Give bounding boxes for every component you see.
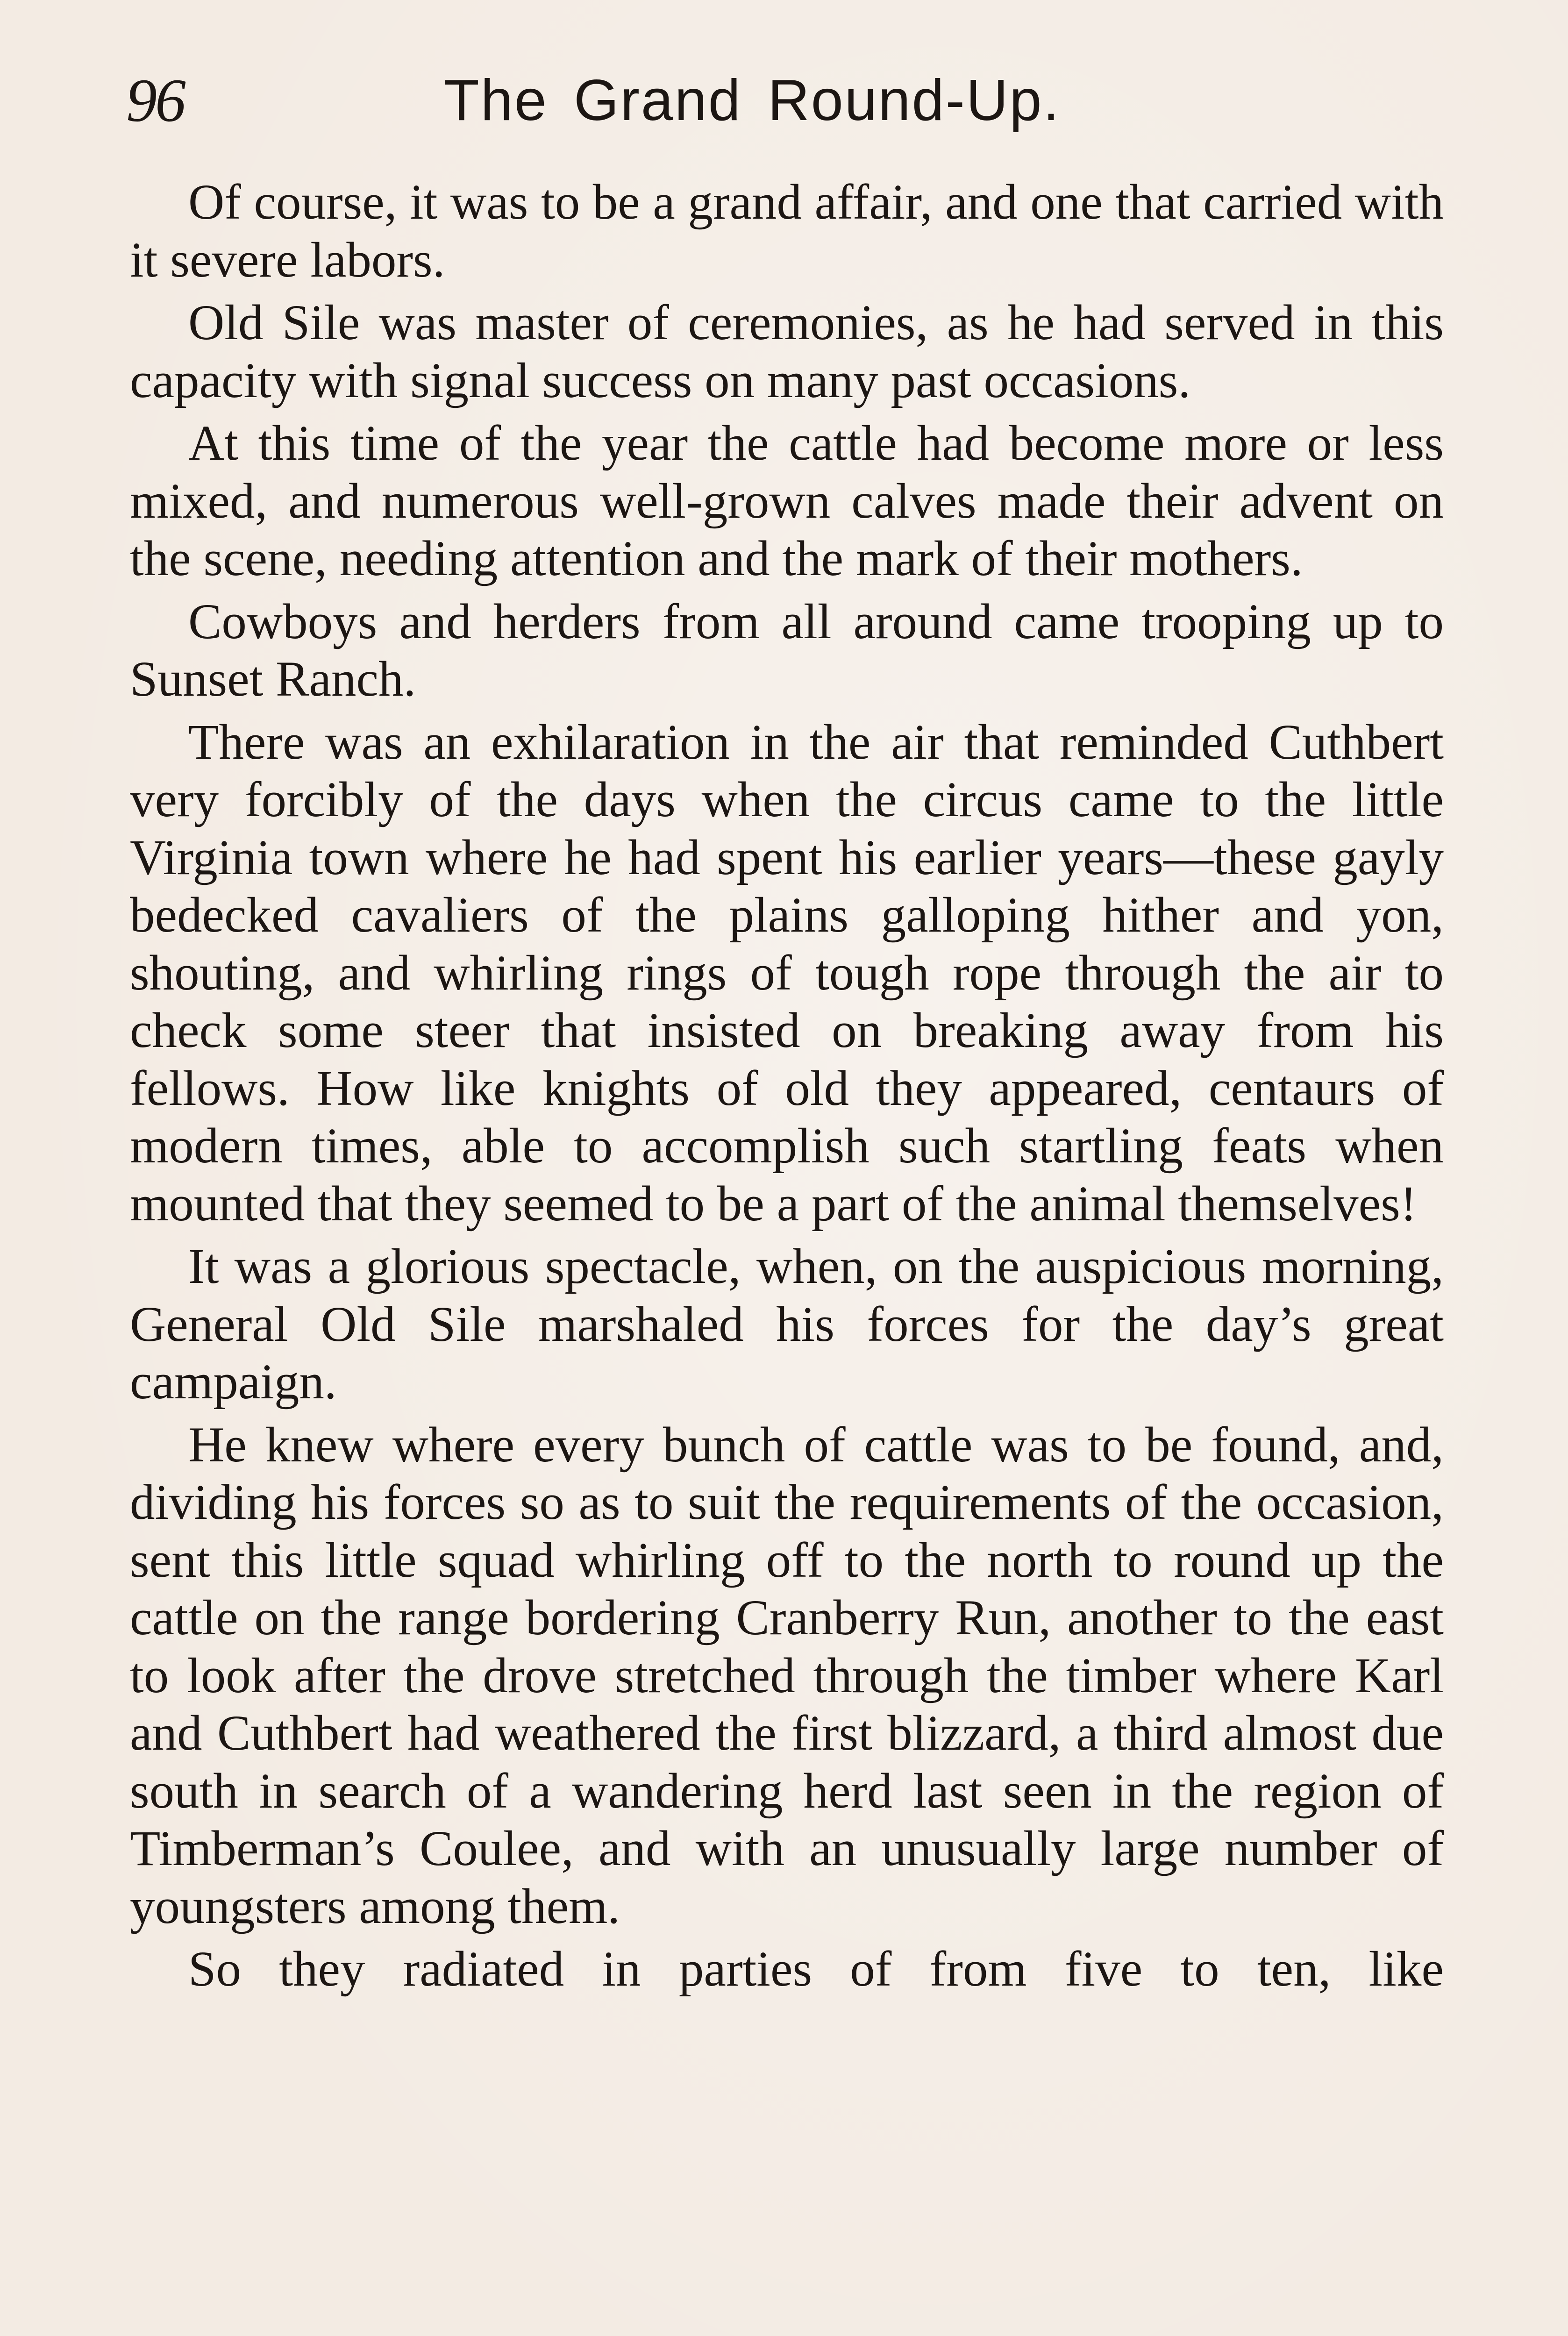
page-number: 96: [126, 66, 184, 135]
paragraph: It was a glorious spectacle, when, on the auspicious morning, General Old Sile marshaled his forces for the day’s great campaign.: [130, 1239, 1444, 1410]
paragraph: He knew where every bunch of cattle was to be found, and, dividing his forces so as to suit the requirements of the occasion, sent this little squad whirling off to the north to round up the cattle on the range bordering Cranberry Run, another to the east to look after the drove stretched through the timber where Karl and Cuthbert had weathered the first blizzard, a third almost due south in search of a wandering herd last seen in the region of Timberman’s Coulee, and with an unusually large number of youngsters among them.: [130, 1417, 1444, 1934]
paragraph: Cowboys and herders from all around came trooping up to Sunset Ranch.: [130, 594, 1444, 707]
paragraph: So they radiated in parties of from five to ten, like: [188, 1942, 1444, 1997]
page-header: [126, 61, 1453, 140]
paragraph: There was an exhilaration in the air that reminded Cuthbert very forcibly of the days when the circus came to the little Virginia town where he had spent his earlier years—these gayly bedecked cavaliers of the plains galloping hither and yon, shouting, and whirling rings of tough rope through the air to check some steer that insisted on breaking away from his fellows. How like knights of old they appeared, centaurs of modern times, able to accomplish such startling feats when mounted that they seemed to be a part of the animal themselves!: [130, 714, 1444, 1232]
running-title: The Grand Round-Up.: [444, 68, 1061, 133]
body-text: [130, 174, 1444, 1999]
paragraph: Old Sile was master of ceremonies, as he had served in this capacity with signal success on many past occasions.: [130, 295, 1444, 408]
paragraph: Of course, it was to be a grand affair, and one that carried with it severe labors.: [130, 175, 1444, 288]
paragraph: At this time of the year the cattle had become more or less mixed, and numerous well-grown calves made their advent on the scene, needing attention and the mark of their mothers.: [130, 416, 1444, 586]
